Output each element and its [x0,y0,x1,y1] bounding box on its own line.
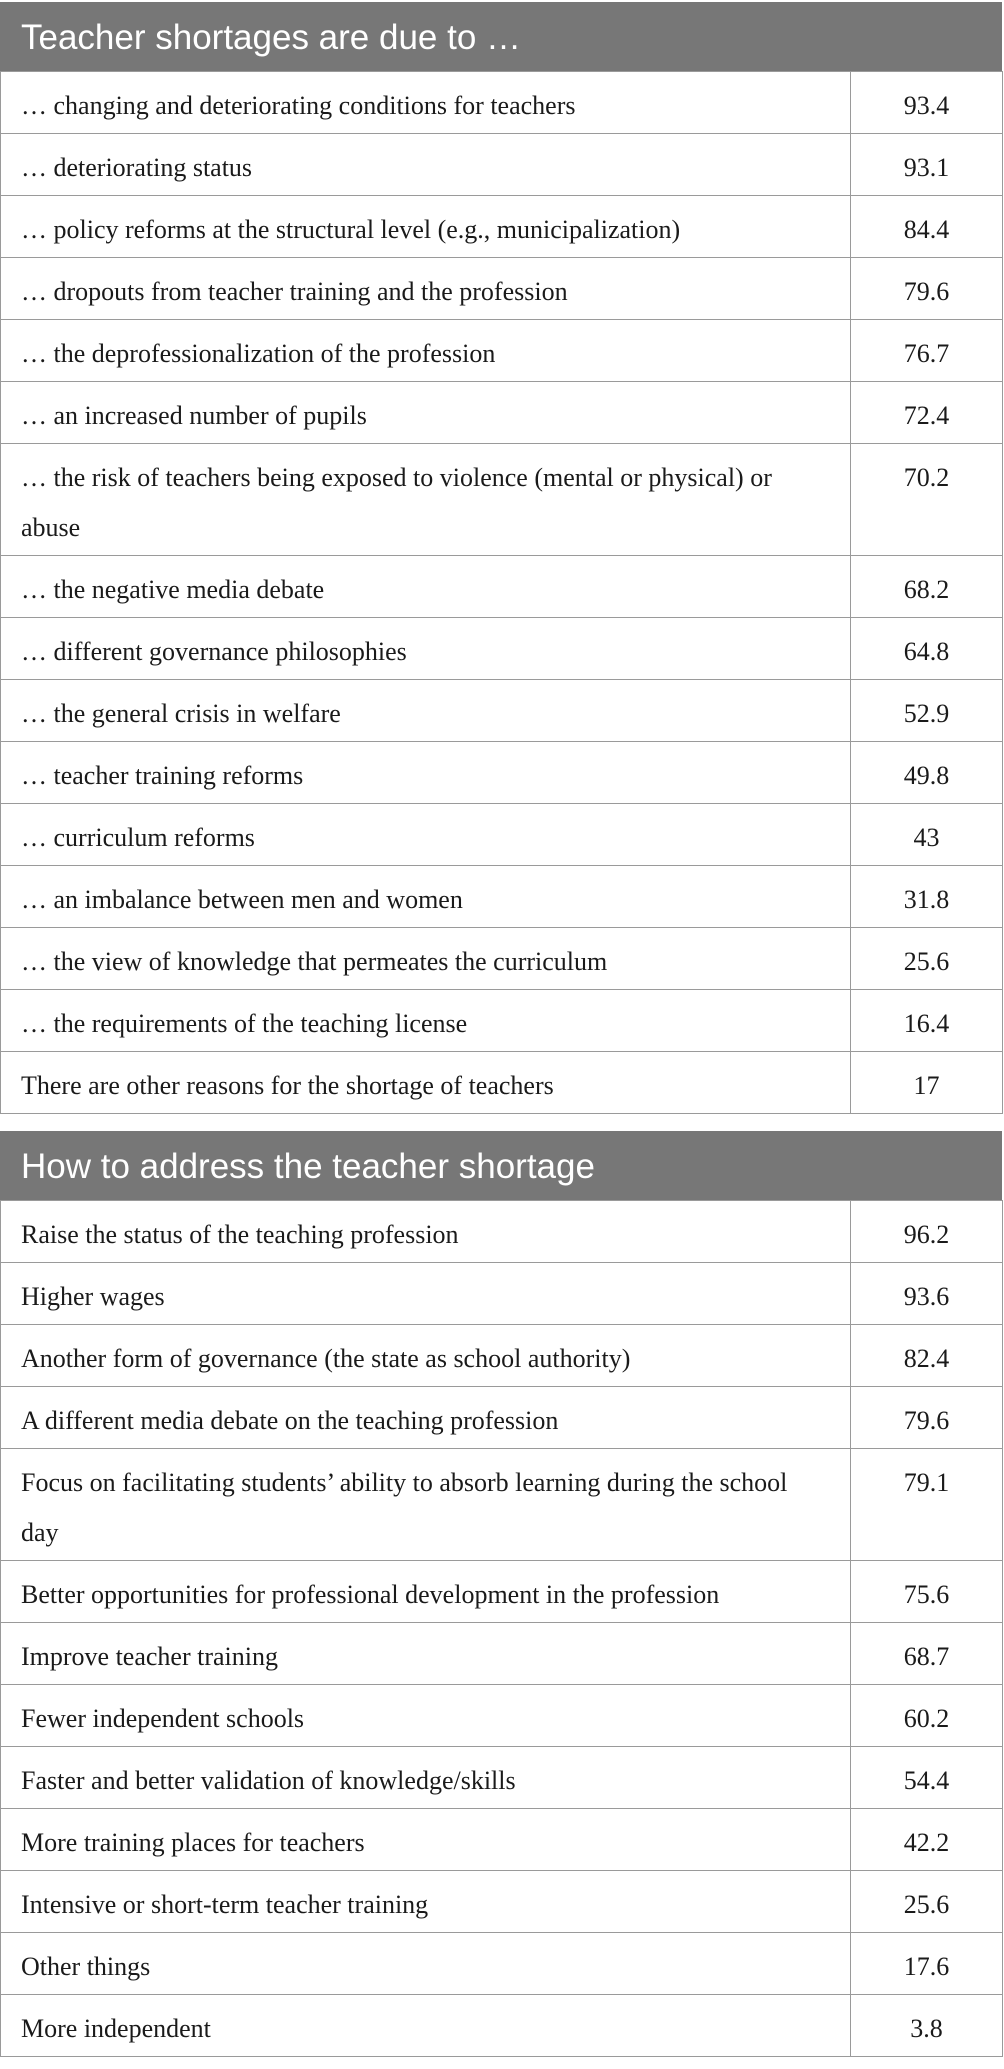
row-value: 72.4 [851,382,1003,444]
table-row [1,556,1003,618]
row-value: 68.7 [851,1623,1003,1685]
table-row [1,1325,1003,1387]
table-row [1,1623,1003,1685]
solutions-section [0,1131,1002,2057]
row-label: … the risk of teachers being exposed to violence (mental or physical) or abuse [1,444,851,556]
row-value: 52.9 [851,680,1003,742]
row-value: 75.6 [851,1561,1003,1623]
row-value: 79.6 [851,1387,1003,1449]
row-label: Faster and better validation of knowledge/skills [1,1747,851,1809]
table-row [1,928,1003,990]
row-value: 82.4 [851,1325,1003,1387]
causes-section [0,2,1002,1114]
row-label: … the view of knowledge that permeates the curriculum [1,928,851,990]
table-row [1,444,1003,556]
row-value: 68.2 [851,556,1003,618]
row-label: … dropouts from teacher training and the profession [1,258,851,320]
row-label: There are other reasons for the shortage of teachers [1,1052,851,1114]
row-value: 25.6 [851,928,1003,990]
row-label: Higher wages [1,1263,851,1325]
row-label: More training places for teachers [1,1809,851,1871]
causes-table [0,71,1003,1114]
row-value: 16.4 [851,990,1003,1052]
row-value: 43 [851,804,1003,866]
row-value: 70.2 [851,444,1003,556]
table-row [1,72,1003,134]
table-row [1,1201,1003,1263]
row-value: 76.7 [851,320,1003,382]
row-label: Fewer independent schools [1,1685,851,1747]
row-label: … deteriorating status [1,134,851,196]
table-row [1,742,1003,804]
row-label: … an increased number of pupils [1,382,851,444]
row-value: 64.8 [851,618,1003,680]
section-title: Teacher shortages are due to … [0,2,1002,71]
row-value: 93.4 [851,72,1003,134]
row-label: … policy reforms at the structural level (e.g., municipalization) [1,196,851,258]
table-row [1,1809,1003,1871]
table-row [1,1871,1003,1933]
table-row [1,866,1003,928]
row-label: Better opportunities for professional development in the profession [1,1561,851,1623]
table-row [1,1685,1003,1747]
row-label: … an imbalance between men and women [1,866,851,928]
row-value: 17 [851,1052,1003,1114]
row-value: 60.2 [851,1685,1003,1747]
table-row [1,1747,1003,1809]
table-row [1,382,1003,444]
table-row [1,990,1003,1052]
row-value: 42.2 [851,1809,1003,1871]
table-row [1,320,1003,382]
row-label: Raise the status of the teaching profession [1,1201,851,1263]
table-row [1,1561,1003,1623]
table-row [1,1933,1003,1995]
row-value: 84.4 [851,196,1003,258]
row-label: … the requirements of the teaching license [1,990,851,1052]
row-value: 79.1 [851,1449,1003,1561]
table-row [1,680,1003,742]
row-value: 79.6 [851,258,1003,320]
table-row [1,1995,1003,2057]
row-value: 93.6 [851,1263,1003,1325]
table-row [1,134,1003,196]
row-label: Intensive or short-term teacher training [1,1871,851,1933]
row-label: A different media debate on the teaching profession [1,1387,851,1449]
table-row [1,804,1003,866]
row-label: Another form of governance (the state as school authority) [1,1325,851,1387]
table-row [1,258,1003,320]
row-value: 96.2 [851,1201,1003,1263]
table-row [1,196,1003,258]
row-value: 49.8 [851,742,1003,804]
row-label: Focus on facilitating students’ ability to absorb learning during the school day [1,1449,851,1561]
table-row [1,1387,1003,1449]
section-title: How to address the teacher shortage [0,1131,1002,1200]
row-value: 93.1 [851,134,1003,196]
row-value: 3.8 [851,1995,1003,2057]
row-label: … the deprofessionalization of the profession [1,320,851,382]
row-label: … teacher training reforms [1,742,851,804]
table-row [1,1052,1003,1114]
table-row [1,1263,1003,1325]
row-label: Other things [1,1933,851,1995]
table-row [1,618,1003,680]
row-label: … curriculum reforms [1,804,851,866]
row-value: 25.6 [851,1871,1003,1933]
row-value: 31.8 [851,866,1003,928]
table-row [1,1449,1003,1561]
row-label: More independent [1,1995,851,2057]
row-label: Improve teacher training [1,1623,851,1685]
row-label: … changing and deteriorating conditions for teachers [1,72,851,134]
row-value: 54.4 [851,1747,1003,1809]
solutions-table [0,1200,1003,2057]
row-value: 17.6 [851,1933,1003,1995]
row-label: … the general crisis in welfare [1,680,851,742]
row-label: … different governance philosophies [1,618,851,680]
row-label: … the negative media debate [1,556,851,618]
